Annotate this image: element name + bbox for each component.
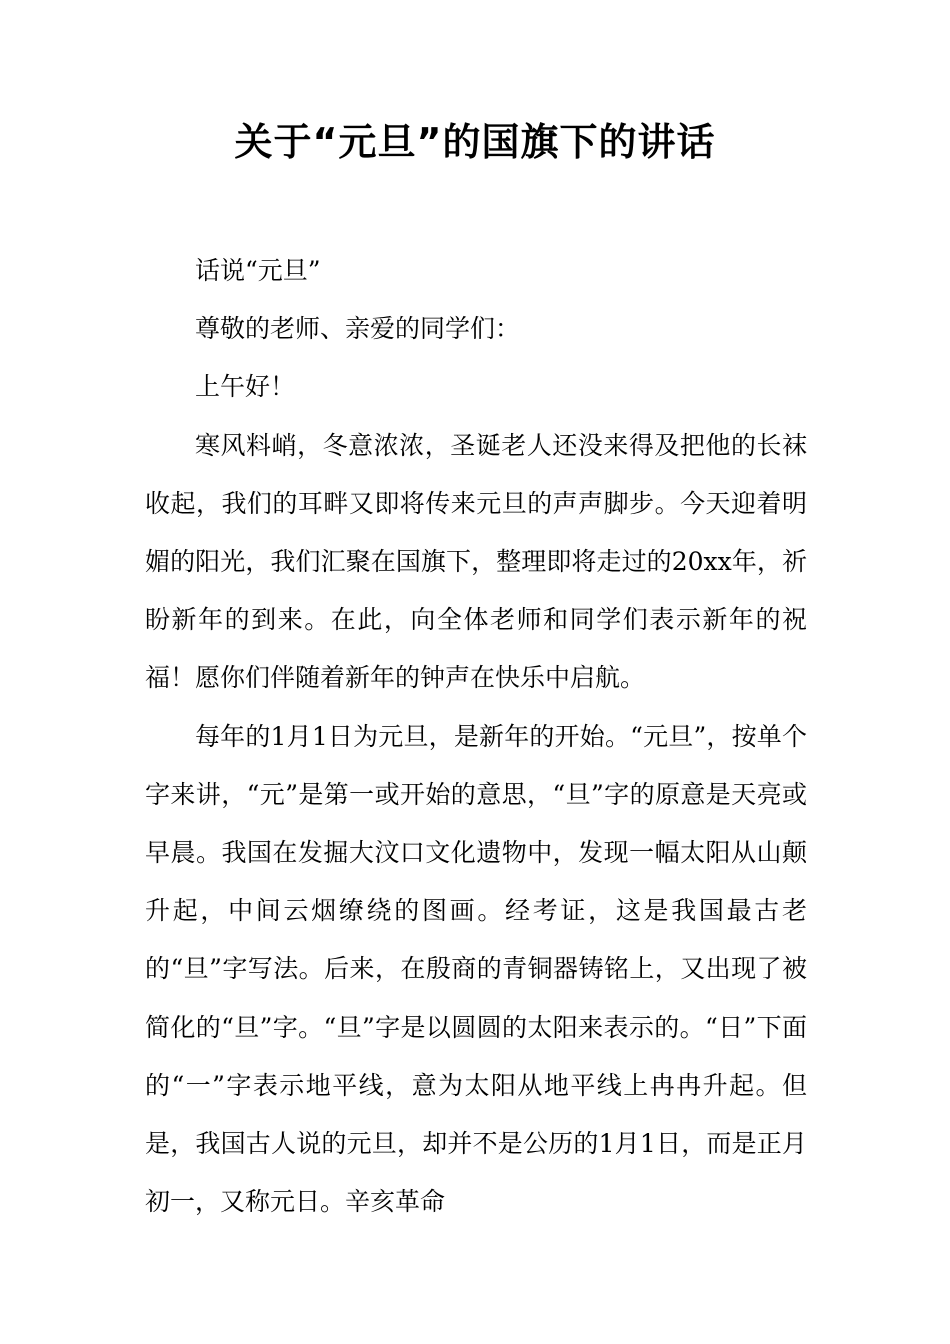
paragraph-opening: 寒风料峭，冬意浓浓，圣诞老人还没来得及把他的长袜收起，我们的耳畔又即将传来元旦的声声脚步。今天迎着明媚的阳光，我们汇聚在国旗下，整理即将走过的20xx年，祈盼新年的到来。在此，向全体老师和同学们表示新年的祝福！愿你们伴随着新年的钟声在快乐中启航。 — [145, 430, 807, 693]
document-title: 关于“元旦”的国旗下的讲话 — [234, 120, 716, 164]
document-body — [145, 242, 807, 1231]
paragraph-greeting: 上午好！ — [195, 372, 296, 402]
paragraph-subtitle: 话说“元旦” — [195, 256, 321, 285]
paragraph-origin: 每年的1月1日为元旦，是新年的开始。“元旦”，按单个字来讲，“元”是第一或开始的意思，“旦”字的原意是天亮或早晨。我国在发掘大汶口文化遗物中，发现一幅太阳从山颠升起，中间云烟缭绕的图画。经考证，这是我国最古老的“旦”字写法。后来，在殷商的青铜器铸铭上，又出现了被简化的“旦”字。“旦”字是以圆圆的太阳来表示的。“日”下面的“一”字表示地平线，意为太阳从地平线上冉冉升起。但是，我国古人说的元旦，却并不是公历的1月1日，而是正月初一，又称元日。辛亥革命 — [145, 721, 807, 1217]
paragraph-salutation: 尊敬的老师、亲爱的同学们： — [195, 314, 521, 344]
